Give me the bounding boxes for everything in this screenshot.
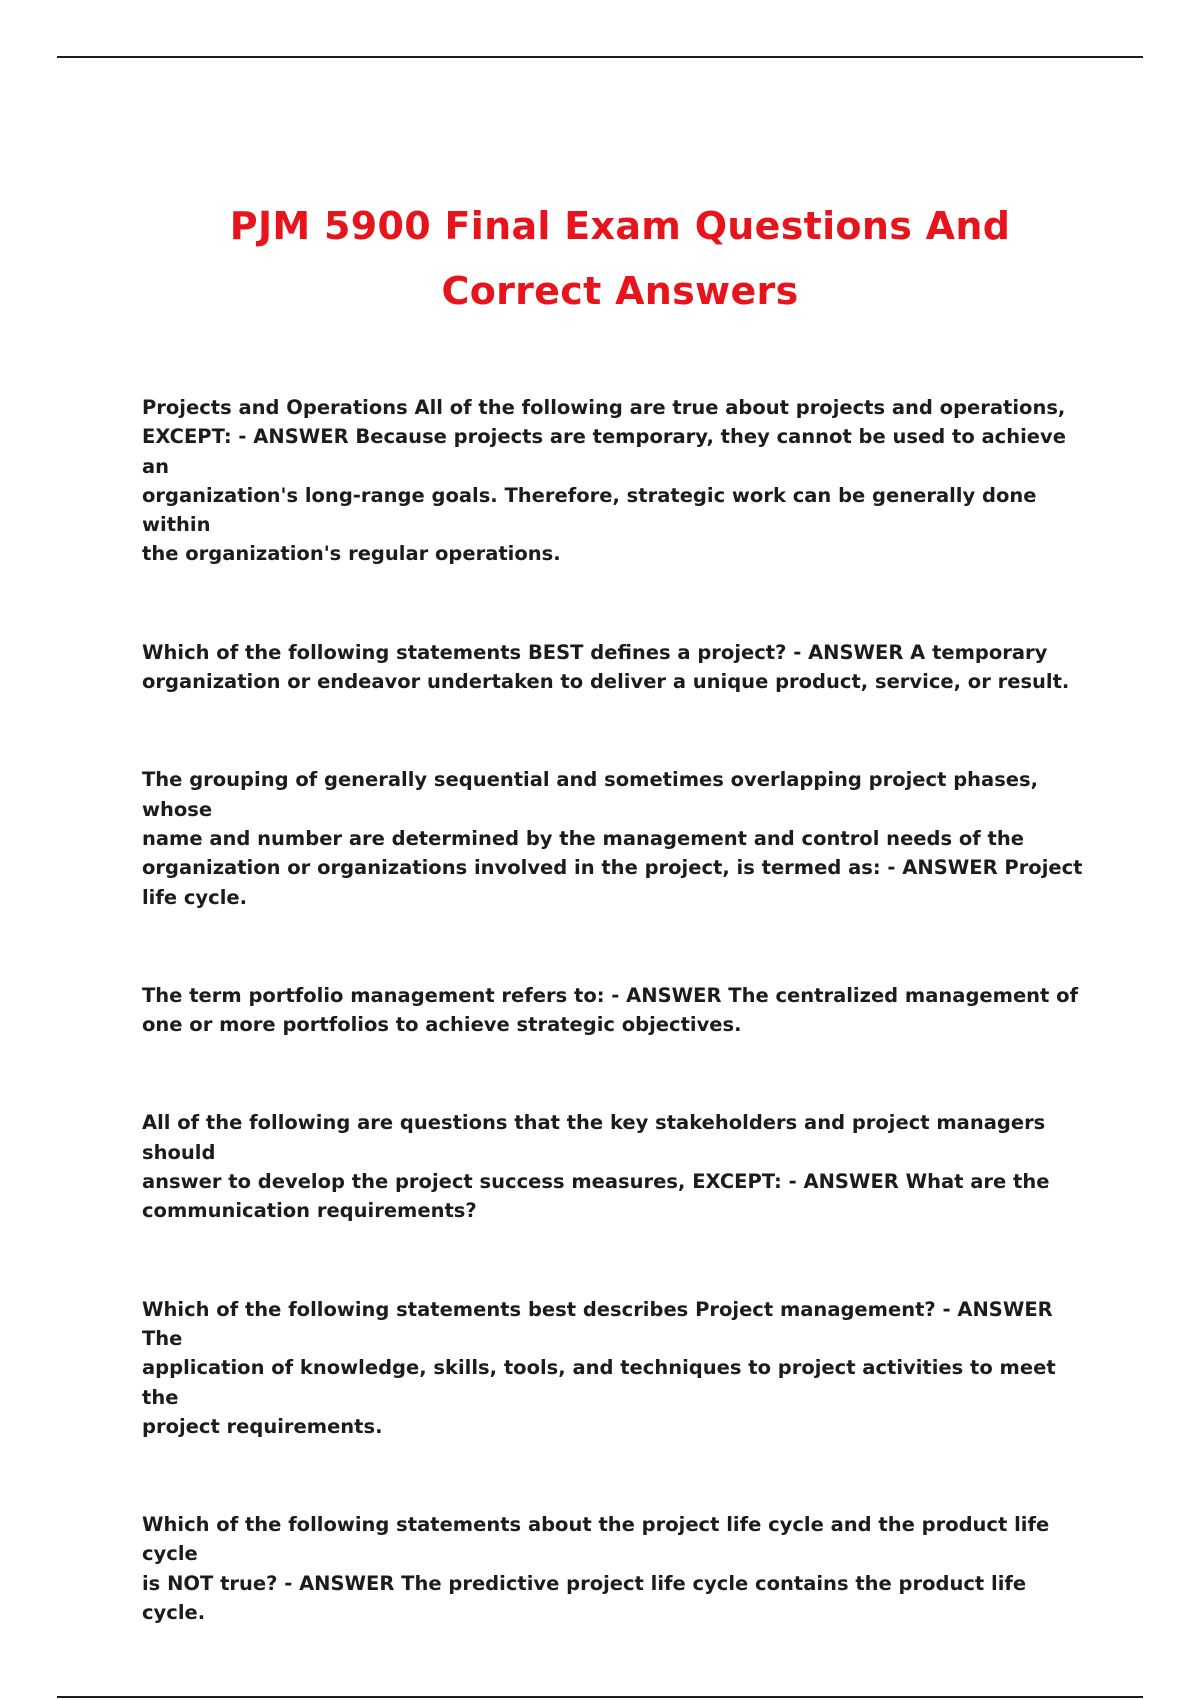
qa-item-5: All of the following are questions that the key stakeholders and project managers should answer to develop the project success measures, EXCEPT: - ANSWER What are the communication requirements? (142, 1111, 1050, 1223)
page-title (0, 194, 1200, 324)
title-line-1: PJM 5900 Final Exam Questions And (229, 204, 1011, 248)
qa-item-4: The term portfolio management refers to: - ANSWER The centralized management of one or more portfolios to achieve strategic objectives. (142, 983, 1079, 1037)
qa-item-2: Which of the following statements BEST defines a project? - ANSWER A temporary organization or endeavor undertaken to deliver a unique product, service, or result. (142, 640, 1070, 694)
qa-item-7: Which of the following statements about the project life cycle and the product life cycle is NOT true? - ANSWER The predictive project life cycle contains the product life cycle. (142, 1513, 1050, 1625)
title-line-2: Correct Answers (441, 269, 799, 313)
footer-rule (57, 1696, 1143, 1698)
qa-item-3: The grouping of generally sequential and sometimes overlapping project phases, whose name and number are determined by the management and control needs of the organization or organizations involved in the project, is termed as: - ANSWER Project life cycle. (142, 768, 1083, 909)
qa-item-1: Projects and Operations All of the following are true about projects and operations, EXCEPT: - ANSWER Because projects are temporary, they cannot be used to achieve an organization's long-range goals. Therefore, strategic work can be generally done within the organization's regular operations. (142, 396, 1066, 566)
qa-list (142, 393, 1092, 1696)
qa-item-6: Which of the following statements best describes Project management? - ANSWER The application of knowledge, skills, tools, and techniques to project activities to meet the project requirements. (142, 1297, 1056, 1438)
header-rule (57, 56, 1143, 58)
